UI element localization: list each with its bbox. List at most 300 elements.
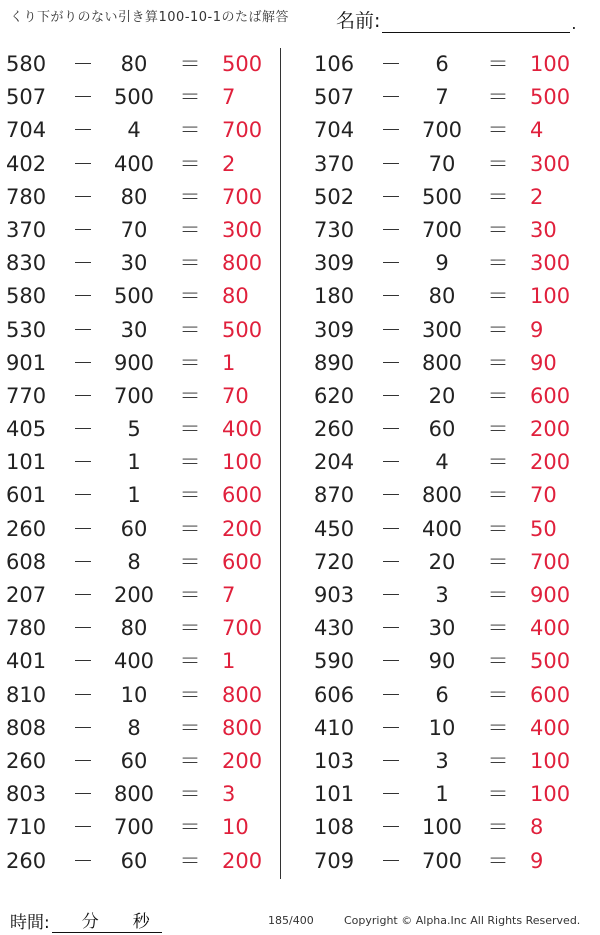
minuend: 903	[314, 583, 355, 607]
subtrahend: 10	[120, 682, 148, 707]
minuend: 101	[6, 450, 47, 475]
subtrahend: 20	[428, 383, 456, 408]
minus-sign: －	[380, 450, 402, 475]
answer: 300	[530, 251, 571, 276]
minus-sign: －	[380, 118, 402, 143]
answer: 70	[222, 383, 249, 408]
subtrahend: 700	[113, 815, 155, 840]
minus-sign: －	[380, 52, 402, 76]
equals-sign: ＝	[487, 848, 509, 873]
minus-sign: －	[380, 649, 402, 674]
problem-row	[6, 479, 276, 512]
subtrahend: 9	[435, 251, 449, 276]
problem-row	[6, 148, 276, 181]
answer: 30	[530, 217, 557, 242]
equals-sign: ＝	[487, 549, 509, 574]
minuend: 620	[314, 383, 355, 408]
minus-sign: －	[380, 217, 402, 242]
equals-sign: ＝	[179, 184, 201, 209]
time-field	[10, 907, 162, 933]
minus-sign: －	[72, 815, 94, 840]
minus-sign: －	[72, 184, 94, 209]
equals-sign: ＝	[179, 583, 201, 607]
right-problem-column	[314, 48, 584, 878]
minus-sign: －	[72, 682, 94, 707]
minuend: 370	[314, 151, 355, 176]
problem-row	[6, 214, 276, 247]
minus-sign: －	[72, 516, 94, 541]
equals-sign: ＝	[487, 284, 509, 309]
minuend: 830	[6, 251, 47, 276]
problem-row	[314, 579, 584, 612]
equals-sign: ＝	[179, 616, 201, 641]
subtrahend: 1	[127, 483, 141, 508]
minuend: 430	[314, 616, 355, 641]
page-number: 185/400	[268, 914, 314, 927]
minus-sign: －	[380, 848, 402, 873]
name-dot: .	[571, 14, 577, 33]
minus-sign: －	[380, 151, 402, 176]
answer: 500	[530, 649, 571, 674]
copyright-notice: Copyright © Alpha.Inc All Rights Reserved.	[344, 914, 581, 927]
subtrahend: 900	[113, 350, 155, 375]
minuend: 204	[314, 450, 355, 475]
equals-sign: ＝	[487, 748, 509, 773]
equals-sign: ＝	[487, 516, 509, 541]
minuend: 260	[6, 748, 47, 773]
minuend: 890	[314, 350, 355, 375]
answer: 400	[222, 417, 263, 442]
minus-sign: －	[72, 748, 94, 773]
subtrahend: 60	[428, 417, 456, 442]
answer: 4	[530, 118, 544, 143]
minuend: 710	[6, 815, 47, 840]
subtrahend: 60	[120, 748, 148, 773]
equals-sign: ＝	[487, 251, 509, 276]
equals-sign: ＝	[487, 383, 509, 408]
minus-sign: －	[380, 417, 402, 442]
answer: 3	[222, 782, 236, 807]
equals-sign: ＝	[487, 118, 509, 143]
problem-row	[314, 745, 584, 778]
minus-sign: －	[72, 649, 94, 674]
equals-sign: ＝	[487, 151, 509, 176]
minuend: 103	[314, 748, 355, 773]
answer: 400	[530, 715, 571, 740]
minus-sign: －	[380, 782, 402, 807]
subtrahend: 8	[127, 549, 141, 574]
problem-row	[314, 513, 584, 546]
answer: 800	[222, 715, 263, 740]
problem-row	[6, 778, 276, 811]
answer: 300	[530, 151, 571, 176]
problem-row	[6, 745, 276, 778]
subtrahend: 700	[421, 217, 463, 242]
subtrahend: 30	[428, 616, 456, 641]
minus-sign: －	[72, 52, 94, 76]
subtrahend: 4	[127, 118, 141, 143]
subtrahend: 3	[435, 583, 449, 607]
problem-row	[314, 214, 584, 247]
problem-row	[6, 845, 276, 878]
answer: 100	[530, 52, 571, 76]
minus-sign: －	[72, 251, 94, 276]
equals-sign: ＝	[487, 483, 509, 508]
equals-sign: ＝	[179, 682, 201, 707]
problem-row	[6, 811, 276, 844]
equals-sign: ＝	[179, 118, 201, 143]
answer: 700	[222, 616, 263, 641]
minus-sign: －	[380, 85, 402, 110]
problem-row	[6, 347, 276, 380]
minuend: 803	[6, 782, 47, 807]
problem-row	[314, 247, 584, 280]
minuend: 580	[6, 52, 47, 76]
equals-sign: ＝	[179, 748, 201, 773]
answer: 200	[530, 417, 571, 442]
problem-row	[314, 48, 584, 81]
subtrahend: 700	[113, 383, 155, 408]
minuend: 450	[314, 516, 355, 541]
answer: 100	[222, 450, 263, 475]
equals-sign: ＝	[179, 516, 201, 541]
equals-sign: ＝	[487, 715, 509, 740]
problem-row	[314, 479, 584, 512]
subtrahend: 30	[120, 251, 148, 276]
minus-sign: －	[72, 549, 94, 574]
subtrahend: 4	[435, 450, 449, 475]
minus-sign: －	[380, 549, 402, 574]
problem-row	[6, 446, 276, 479]
minus-sign: －	[72, 483, 94, 508]
answer: 100	[530, 748, 571, 773]
minus-sign: －	[72, 417, 94, 442]
equals-sign: ＝	[179, 715, 201, 740]
equals-sign: ＝	[487, 350, 509, 375]
problem-row	[314, 380, 584, 413]
minus-sign: －	[380, 483, 402, 508]
problem-row	[314, 546, 584, 579]
answer: 700	[222, 118, 263, 143]
minus-sign: －	[380, 383, 402, 408]
minus-sign: －	[380, 682, 402, 707]
answer: 200	[222, 848, 263, 873]
minuend: 260	[6, 516, 47, 541]
worksheet-title: くり下がりのない引き算100-10-1のたば解答	[10, 10, 290, 25]
minuend: 402	[6, 151, 47, 176]
minus-sign: －	[380, 815, 402, 840]
minuend: 901	[6, 350, 47, 375]
equals-sign: ＝	[179, 350, 201, 375]
equals-sign: ＝	[179, 251, 201, 276]
problem-row	[6, 413, 276, 446]
answer: 90	[530, 350, 557, 375]
subtrahend: 60	[120, 516, 148, 541]
problem-row	[6, 579, 276, 612]
minuend: 106	[314, 52, 355, 76]
answer: 500	[222, 52, 263, 76]
minus-sign: －	[72, 450, 94, 475]
subtrahend: 800	[421, 483, 463, 508]
minus-sign: －	[380, 350, 402, 375]
subtrahend: 500	[421, 184, 463, 209]
subtrahend: 5	[127, 417, 141, 442]
subtrahend: 80	[428, 284, 456, 309]
answer: 600	[530, 383, 571, 408]
equals-sign: ＝	[487, 815, 509, 840]
name-label: 名前:	[336, 10, 381, 32]
subtrahend: 20	[428, 549, 456, 574]
minuend: 309	[314, 317, 355, 342]
minuend: 870	[314, 483, 355, 508]
answer: 700	[530, 549, 571, 574]
equals-sign: ＝	[179, 85, 201, 110]
minuend: 101	[314, 782, 355, 807]
minuend: 709	[314, 848, 355, 873]
answer: 600	[530, 682, 571, 707]
subtrahend: 30	[120, 317, 148, 342]
answer: 900	[530, 583, 571, 607]
minuend: 405	[6, 417, 47, 442]
equals-sign: ＝	[179, 217, 201, 242]
minus-sign: －	[380, 516, 402, 541]
minuend: 502	[314, 184, 355, 209]
answer: 1	[222, 350, 236, 375]
subtrahend: 6	[435, 52, 449, 76]
problem-row	[6, 280, 276, 313]
problem-row	[6, 546, 276, 579]
subtrahend: 1	[127, 450, 141, 475]
minus-sign: －	[72, 616, 94, 641]
subtrahend: 800	[421, 350, 463, 375]
equals-sign: ＝	[487, 616, 509, 641]
minuend: 580	[6, 284, 47, 309]
problem-row	[6, 679, 276, 712]
problem-row	[314, 148, 584, 181]
subtrahend: 70	[120, 217, 148, 242]
equals-sign: ＝	[179, 151, 201, 176]
problem-row	[314, 181, 584, 214]
subtrahend: 70	[428, 151, 456, 176]
answer: 2	[530, 184, 544, 209]
subtrahend: 500	[113, 85, 155, 110]
subtrahend: 60	[120, 848, 148, 873]
subtrahend: 200	[113, 583, 155, 607]
minus-sign: －	[72, 284, 94, 309]
problem-row	[6, 181, 276, 214]
equals-sign: ＝	[179, 383, 201, 408]
subtrahend: 400	[421, 516, 463, 541]
minuend: 808	[6, 715, 47, 740]
problem-row	[314, 314, 584, 347]
minus-sign: －	[72, 85, 94, 110]
minuend: 507	[6, 85, 47, 110]
equals-sign: ＝	[487, 649, 509, 674]
equals-sign: ＝	[487, 52, 509, 76]
column-divider	[280, 48, 281, 879]
minuend: 309	[314, 251, 355, 276]
problem-row	[314, 778, 584, 811]
answer: 600	[222, 483, 263, 508]
subtrahend: 400	[113, 649, 155, 674]
seconds-label: 秒	[132, 912, 150, 932]
answer: 500	[530, 85, 571, 110]
problem-row	[314, 114, 584, 147]
minuend: 730	[314, 217, 355, 242]
minus-sign: －	[380, 184, 402, 209]
minuend: 108	[314, 815, 355, 840]
answer: 800	[222, 251, 263, 276]
equals-sign: ＝	[179, 782, 201, 807]
answer: 200	[222, 516, 263, 541]
equals-sign: ＝	[179, 417, 201, 442]
problem-row	[314, 811, 584, 844]
answer: 200	[530, 450, 571, 475]
minuend: 410	[314, 715, 355, 740]
equals-sign: ＝	[179, 815, 201, 840]
answer: 7	[222, 85, 236, 110]
answer: 70	[530, 483, 557, 508]
equals-sign: ＝	[179, 483, 201, 508]
minus-sign: －	[380, 284, 402, 309]
answer: 300	[222, 217, 263, 242]
subtrahend: 500	[113, 284, 155, 309]
problem-row	[6, 314, 276, 347]
equals-sign: ＝	[179, 549, 201, 574]
minus-sign: －	[380, 251, 402, 276]
equals-sign: ＝	[487, 682, 509, 707]
minuend: 507	[314, 85, 355, 110]
equals-sign: ＝	[179, 284, 201, 309]
answer: 10	[222, 815, 249, 840]
answer: 50	[530, 516, 557, 541]
problem-row	[314, 845, 584, 878]
problem-row	[6, 247, 276, 280]
minus-sign: －	[380, 317, 402, 342]
minuend: 260	[6, 848, 47, 873]
left-problem-column	[6, 48, 276, 878]
time-input-line[interactable]	[52, 907, 162, 933]
subtrahend: 7	[435, 85, 449, 110]
problem-row	[314, 347, 584, 380]
answer: 7	[222, 583, 236, 607]
minus-sign: －	[72, 350, 94, 375]
equals-sign: ＝	[487, 417, 509, 442]
subtrahend: 1	[435, 782, 449, 807]
minuend: 401	[6, 649, 47, 674]
minuend: 720	[314, 549, 355, 574]
equals-sign: ＝	[487, 317, 509, 342]
answer: 600	[222, 549, 263, 574]
name-input-line[interactable]	[382, 12, 570, 33]
minus-sign: －	[72, 782, 94, 807]
equals-sign: ＝	[487, 217, 509, 242]
minus-sign: －	[380, 715, 402, 740]
subtrahend: 3	[435, 748, 449, 773]
minuend: 260	[314, 417, 355, 442]
minus-sign: －	[380, 616, 402, 641]
subtrahend: 8	[127, 715, 141, 740]
problem-row	[6, 612, 276, 645]
problem-row	[314, 413, 584, 446]
answer: 1	[222, 649, 236, 674]
minuend: 780	[6, 616, 47, 641]
equals-sign: ＝	[179, 52, 201, 76]
answer: 9	[530, 317, 544, 342]
name-field	[336, 6, 577, 33]
subtrahend: 80	[120, 52, 148, 76]
equals-sign: ＝	[487, 583, 509, 607]
answer: 8	[530, 815, 544, 840]
answer: 400	[530, 616, 571, 641]
problem-row	[6, 712, 276, 745]
minus-sign: －	[380, 748, 402, 773]
subtrahend: 10	[428, 715, 456, 740]
equals-sign: ＝	[487, 450, 509, 475]
answer: 700	[222, 184, 263, 209]
minus-sign: －	[72, 317, 94, 342]
minus-sign: －	[72, 118, 94, 143]
problem-row	[314, 679, 584, 712]
subtrahend: 90	[428, 649, 456, 674]
minuend: 780	[6, 184, 47, 209]
minuend: 207	[6, 583, 47, 607]
problem-row	[314, 446, 584, 479]
time-label: 時間:	[10, 913, 50, 933]
minus-sign: －	[72, 583, 94, 607]
subtrahend: 80	[120, 616, 148, 641]
problem-row	[6, 48, 276, 81]
answer: 2	[222, 151, 236, 176]
answer: 9	[530, 848, 544, 873]
subtrahend: 100	[421, 815, 463, 840]
minuend: 180	[314, 284, 355, 309]
subtrahend: 700	[421, 848, 463, 873]
subtrahend: 6	[435, 682, 449, 707]
minus-sign: －	[72, 151, 94, 176]
minus-sign: －	[72, 217, 94, 242]
problem-row	[6, 380, 276, 413]
equals-sign: ＝	[487, 85, 509, 110]
minus-sign: －	[72, 848, 94, 873]
minus-sign: －	[380, 583, 402, 607]
equals-sign: ＝	[179, 450, 201, 475]
subtrahend: 400	[113, 151, 155, 176]
equals-sign: ＝	[487, 782, 509, 807]
minuend: 606	[314, 682, 355, 707]
subtrahend: 800	[113, 782, 155, 807]
equals-sign: ＝	[179, 317, 201, 342]
minuend: 704	[6, 118, 47, 143]
answer: 100	[530, 782, 571, 807]
minuend: 530	[6, 317, 47, 342]
minuend: 370	[6, 217, 47, 242]
subtrahend: 80	[120, 184, 148, 209]
minuend: 810	[6, 682, 47, 707]
minuend: 704	[314, 118, 355, 143]
minuend: 601	[6, 483, 47, 508]
problem-row	[6, 114, 276, 147]
problem-row	[6, 645, 276, 678]
equals-sign: ＝	[179, 649, 201, 674]
problem-row	[314, 712, 584, 745]
problem-row	[314, 280, 584, 313]
answer: 200	[222, 748, 263, 773]
subtrahend: 300	[421, 317, 463, 342]
minutes-label: 分	[81, 912, 99, 932]
equals-sign: ＝	[179, 848, 201, 873]
problem-row	[314, 645, 584, 678]
